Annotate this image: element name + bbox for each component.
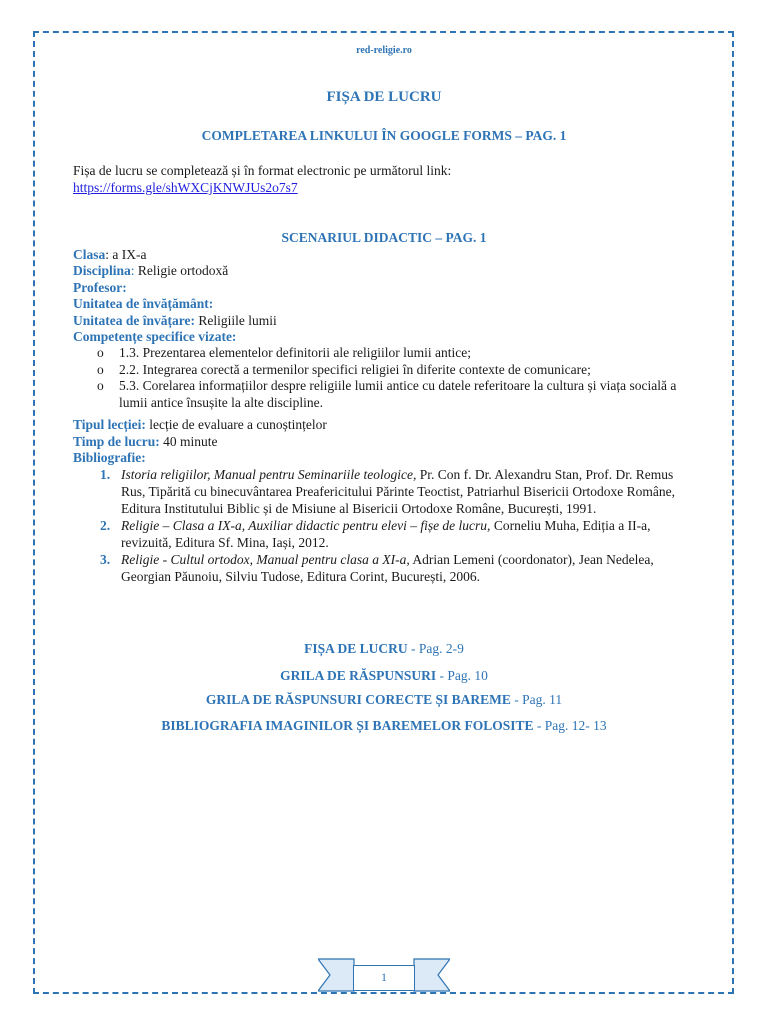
tipul-lectiei-label: Tipul lecției: — [73, 417, 146, 432]
list-item — [97, 551, 700, 585]
timp-value: 40 minute — [159, 434, 218, 449]
unitatea-invatare-value: Religiile lumii — [194, 313, 277, 328]
disciplina-sep: : — [130, 263, 135, 278]
toc-label: GRILA DE RĂSPUNSURI — [280, 668, 437, 683]
list-item — [97, 362, 677, 379]
toc-label: FIȘA DE LUCRU — [304, 641, 408, 656]
competente-list — [97, 345, 677, 411]
toc-item — [0, 641, 768, 657]
field-unitatea-invatamant — [73, 296, 213, 312]
bullet-marker: o — [97, 361, 104, 377]
list-item — [97, 517, 700, 551]
bib-title: Religie – Clasa a IX-a, Auxiliar didactic pentru elevi – fișe de lucru, — [121, 518, 491, 533]
bullet-marker: o — [97, 378, 104, 393]
scenario-heading: SCENARIUL DIDACTIC – PAG. 1 — [281, 230, 487, 245]
list-item — [97, 378, 677, 411]
unitatea-invatare-label: Unitatea de învățare: — [73, 313, 195, 328]
list-item — [97, 345, 677, 362]
competente-label: Competențe specifice vizate: — [73, 329, 237, 344]
profesor-label: Profesor: — [73, 280, 127, 295]
field-unitatea-invatare — [73, 313, 277, 329]
clasa-label: Clasa — [73, 247, 106, 262]
field-competente — [73, 329, 236, 345]
google-forms-link[interactable]: https://forms.gle/shWXCjKNWJUs2o7s7 — [73, 180, 298, 195]
bullet-marker: o — [97, 345, 104, 360]
field-disciplina — [73, 263, 228, 279]
google-forms-text — [73, 162, 451, 196]
toc-item — [0, 668, 768, 684]
bib-number: 3. — [100, 552, 111, 567]
toc-label: BIBLIOGRAFIA IMAGINILOR ȘI BAREMELOR FOLOSITE — [161, 718, 534, 733]
toc-item — [0, 718, 768, 734]
list-item — [97, 466, 700, 517]
field-profesor — [73, 280, 127, 296]
toc-pages: - Pag. 2-9 — [407, 641, 464, 656]
bib-title: Istoria religiilor, Manual pentru Seminariile teologice — [121, 467, 413, 482]
toc-item — [0, 692, 768, 708]
bib-details: Adrian Lemeni (coordonator), Jean Nedelea, Georgian Păunoiu, Silviu Tudose, Editura Corint, București, 2006. — [121, 552, 654, 584]
disciplina-label: Disciplina — [73, 263, 131, 278]
site-header: red-religie.ro — [356, 45, 412, 56]
bib-number: 2. — [100, 518, 111, 533]
tipul-lectiei-value: lecție de evaluare a cunoștințelor — [145, 417, 327, 432]
disciplina-value: Religie ortodoxă — [134, 263, 229, 278]
bib-details: Corneliu Muha, Ediția a II-a, revizuită, Editura Sf. Mina, Iași, 2012. — [121, 518, 651, 550]
toc-pages: - Pag. 10 — [436, 668, 488, 683]
toc-pages: - Pag. 11 — [510, 692, 563, 707]
google-forms-heading: COMPLETAREA LINKULUI ÎN GOOGLE FORMS – PAG. 1 — [201, 128, 567, 143]
toc-label: GRILA DE RĂSPUNSURI CORECTE ȘI BAREME — [205, 692, 511, 707]
bibliography-list — [97, 466, 700, 585]
google-forms-instruction: Fișa de lucru se completează și în format electronic pe următorul link: — [73, 163, 452, 178]
bib-details: , Pr. Con f. Dr. Alexandru Stan, Prof. Dr. Remus Rus, Tipărită cu binecuvântarea Preafericitului Părinte Teoctist, Patriarhul Bisericii Ortodoxe Române, Editura Institutului Biblic și de Misiune al Bisericii Ortodoxe Române, București, 1991. — [121, 467, 676, 516]
field-tipul-lectiei — [73, 417, 327, 433]
page-number: 1 — [353, 965, 415, 991]
competenta-text: 5.3. Corelarea informațiilor despre religiile lumii antice cu datele referitoare la cultura și viața socială a lumii antice însușite la alte discipline. — [119, 378, 677, 410]
field-bibliografie — [73, 450, 146, 466]
bib-number: 1. — [100, 467, 111, 482]
competenta-text: 2.2. Integrarea corectă a termenilor specifici religiei în diferite contexte de comunicare; — [119, 361, 591, 377]
bib-title: Religie - Cultul ortodox, Manual pentru clasa a XI-a, — [121, 552, 410, 567]
field-clasa — [73, 247, 147, 263]
unitatea-invatamant-label: Unitatea de învățământ: — [73, 296, 214, 311]
clasa-value: a IX-a — [109, 247, 147, 262]
competenta-text: 1.3. Prezentarea elementelor definitorii ale religiilor lumii antice; — [119, 345, 471, 360]
clasa-sep: : — [105, 247, 110, 262]
page-title: FIȘA DE LUCRU — [326, 89, 442, 105]
bibliografie-label: Bibliografie: — [73, 450, 146, 465]
timp-label: Timp de lucru: — [73, 434, 160, 449]
toc-pages: - Pag. 12- 13 — [533, 718, 607, 733]
field-timp — [73, 434, 218, 450]
